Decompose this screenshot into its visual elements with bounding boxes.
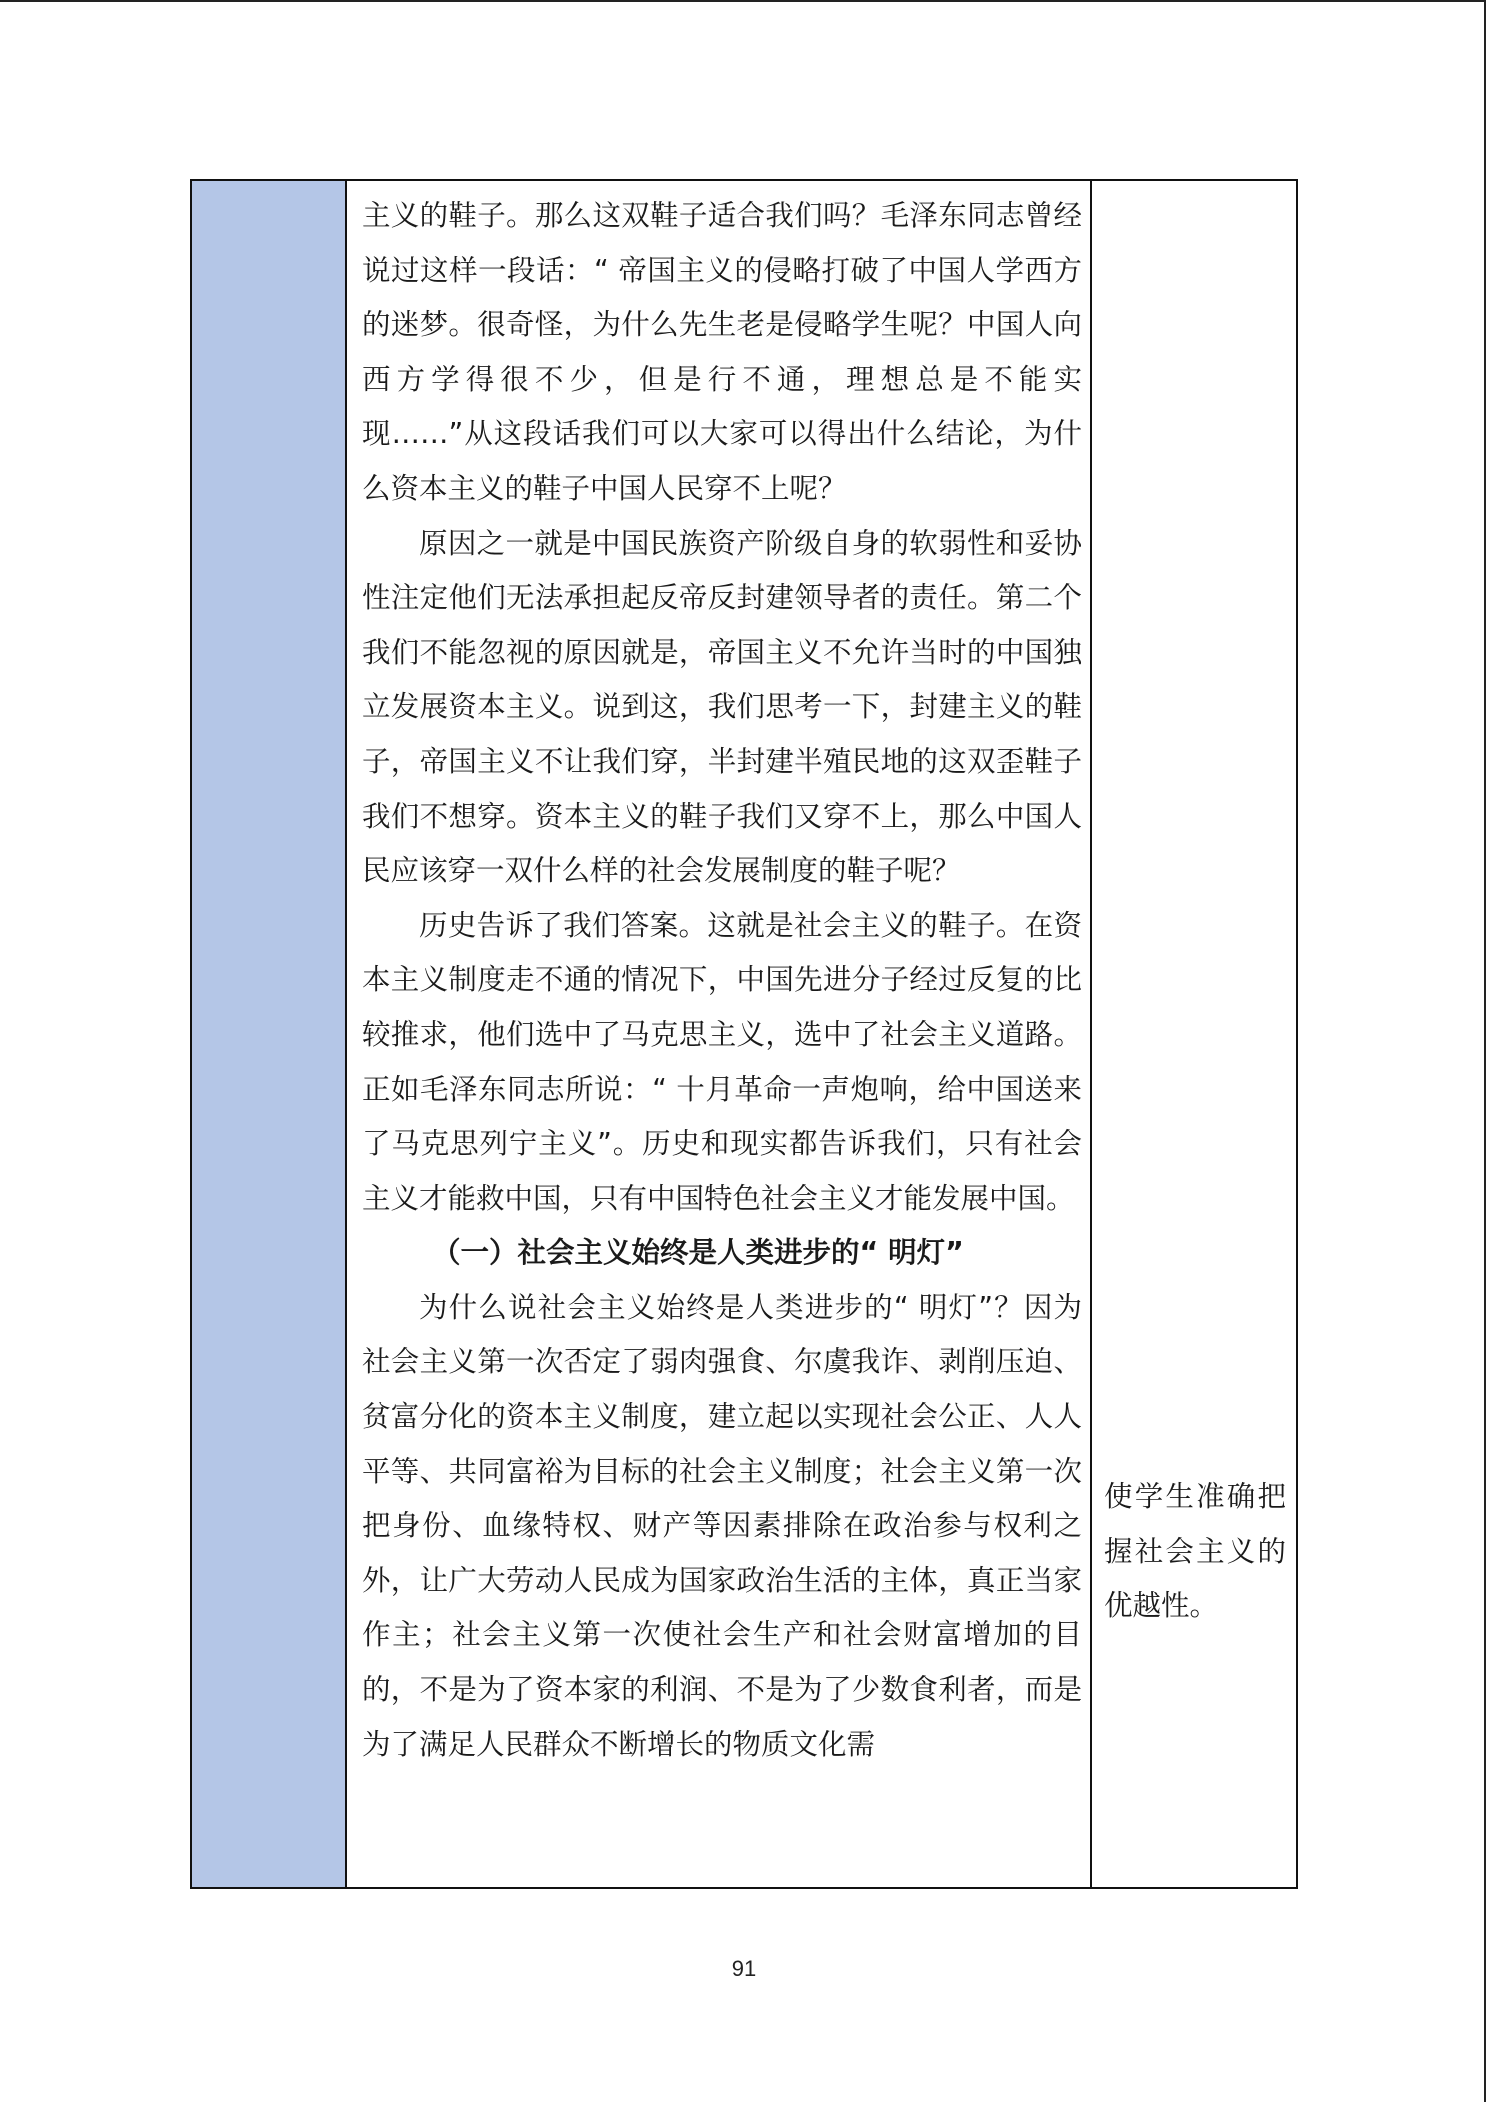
section-heading: （一）社会主义始终是人类进步的“ 明灯” [432,1236,964,1270]
lesson-table [190,179,1298,1889]
paragraph: 主义的鞋子。那么这双鞋子适合我们吗？毛泽东同志曾经说过这样一段话：“ 帝国主义的侵略打破了中国人学西方的迷梦。很奇怪，为什么先生老是侵略学生呢？中国人向西方学得很不少，但是行不通，理想总是不能实现……”从这段话我们可以大家可以得出什么结论，为什么资本主义的鞋子中国人民穿不上呢？ [362,199,1082,505]
table-column-label [192,181,347,1887]
paragraph: 原因之一就是中国民族资产阶级自身的软弱性和妥协性注定他们无法承担起反帝反封建领导者的责任。第二个我们不能忽视的原因就是，帝国主义不允许当时的中国独立发展资本主义。说到这，我们思考一下，封建主义的鞋子，帝国主义不让我们穿，半封建半殖民地的这双歪鞋子我们不想穿。资本主义的鞋子我们又穿不上，那么中国人民应该穿一双什么样的社会发展制度的鞋子呢？ [362,526,1082,888]
page-number: 91 [731,1956,757,1981]
paragraph: 为什么说社会主义始终是人类进步的“ 明灯”？因为社会主义第一次否定了弱肉强食、尔虞我诈、剥削压迫、贫富分化的资本主义制度，建立起以实现社会公正、人人平等、共同富裕为目标的社会主义制度；社会主义第一次把身份、血缘特权、财产等因素排除在政治参与权利之外，让广大劳动人民成为国家政治生活的主体，真正当家作主；社会主义第一次使社会生产和社会财富增加的目的，不是为了资本家的利润、不是为了少数食利者，而是为了满足人民群众不断增长的物质文化需 [362,1290,1082,1761]
intent-note: 使学生准确把握社会主义的优越性。 [1104,1480,1286,1623]
content-text [362,189,1082,1772]
table-column-content [347,181,1092,1887]
table-column-intent [1092,181,1296,1887]
paragraph: 历史告诉了我们答案。这就是社会主义的鞋子。在资本主义制度走不通的情况下，中国先进分子经过反复的比较推求，他们选中了马克思主义，选中了社会主义道路。正如毛泽东同志所说：“ 十月革命一声炮响，给中国送来了马克思列宁主义”。历史和现实都告诉我们，只有社会主义才能救中国，只有中国特色社会主义才能发展中国。 [362,908,1082,1215]
intent-text [1104,1470,1286,1634]
